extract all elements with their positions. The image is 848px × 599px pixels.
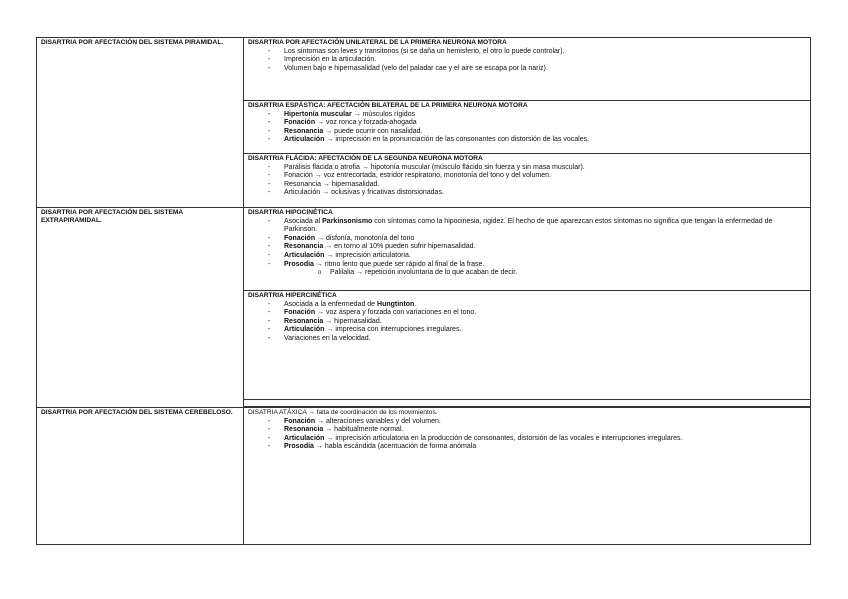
section-cell (244, 101, 810, 154)
list-item: - Variaciones en la velocidad. (248, 335, 806, 344)
list-item: - Fonación → voz ronca y forzada-ahogada (248, 119, 806, 128)
row-content (244, 408, 810, 544)
section-title: DISARTRIA FLÁCIDA: AFECTACIÓN DE LA SEGUNDA NEURONA MOTORA (248, 155, 483, 162)
section-title: DISARTRIA POR AFECTACIÓN UNILATERAL DE LA PRIMERA NEURONA MOTORA (248, 39, 507, 46)
list-item: - Resonancia → hipernasalidad. (248, 318, 806, 327)
table-row (37, 38, 810, 208)
row-content (244, 208, 810, 407)
spacer-cell (244, 400, 810, 407)
list-item: - Fonación → alteraciones variables y del volumen. (248, 418, 806, 427)
item-list (248, 164, 806, 198)
list-item: - Asociada a la enfermedad de Hungtinton. (248, 301, 806, 310)
sub-list-item: o Palilalia → repetición involuntaria de lo que acaban de decir. (248, 269, 806, 278)
list-item: - Prosodia → habla escándida (acentuación de forma anómala (248, 443, 806, 452)
list-item: - Articulación → imprecisión articulatoria en la producción de consonantes, distorsión de las vocales e interrupciones irregulares. (248, 435, 806, 444)
item-list (248, 301, 806, 344)
row-content (244, 38, 810, 207)
disartria-table (36, 37, 811, 545)
list-item: - Resonancia → puede ocurrir con nasalidad. (248, 128, 806, 137)
list-item: - Articulación → imprecisión en la pronunciación de las consonantes con distorsión de las vocales. (248, 136, 806, 145)
section-cell (244, 38, 810, 101)
list-item: - Fonación → voz áspera y forzada con variaciones en el tono. (248, 309, 806, 318)
list-item: - Parálisis flácida o atrofia → hipotonía muscular (músculo flácido sin fuerza y sin masa muscular). (248, 164, 806, 173)
item-list (248, 111, 806, 145)
list-item: - Los síntomas son leves y transitorios (si se daña un hemisferio, el otro lo puede controlar). (248, 48, 806, 57)
item-list (248, 418, 806, 452)
item-list (248, 48, 806, 74)
list-item: - Hipertonía muscular → músculos rígidos (248, 111, 806, 120)
list-item: - Fonación → voz entrecortada, estridor respiratorio, monotonía del tono y del volumen. (248, 172, 806, 181)
row-heading: DISARTRIA POR AFECTACIÓN DEL SISTEMA EXTRAPIRAMIDAL. (37, 208, 244, 407)
section-title: DISARTRIA HIPOCINÉTICA (248, 209, 333, 216)
list-item: - Resonancia → hipernasalidad. (248, 181, 806, 190)
list-item: - Asociada al Parkinsonismo con síntomas como la hipocinesia, rigidez. El hecho de que aparezcan estos síntomas no significa que tengan la enfermedad de Parkinson. (248, 218, 806, 235)
list-item: - Articulación → imprecisión articulatoria. (248, 252, 806, 261)
list-item: - Prosodia → ritmo lento que puede ser rápido al final de la frase. (248, 261, 806, 270)
table-row (37, 408, 810, 544)
list-item: - Articulación → imprecisa con interrupciones irregulares. (248, 326, 806, 335)
list-item: - Volumen bajo e hipernasalidad (velo del paladar cae y el aire se escapa por la nariz). (248, 65, 806, 74)
list-item: - Articulación → oclusivas y fricativas distorsionadas. (248, 189, 806, 198)
list-item: - Resonancia → habitualmente normal. (248, 426, 806, 435)
section-title: DISATRIA ATÁXICA → falta de coordinación de los movimientos. (248, 409, 438, 416)
section-title: DISARTRIA HIPERCINÉTICA (248, 292, 337, 299)
section-cell (244, 291, 810, 400)
list-item: - Imprecisión en la articulación. (248, 56, 806, 65)
row-heading: DISARTRIA POR AFECTACIÓN DEL SISTEMA PIRAMIDAL. (37, 38, 244, 207)
section-cell (244, 208, 810, 291)
item-list (248, 218, 806, 278)
table-row (37, 208, 810, 408)
row-heading: DISARTRIA POR AFECTACIÓN DEL SISTEMA CEREBELOSO. (37, 408, 244, 544)
section-cell (244, 154, 810, 207)
list-item: - Fonación → disfonía, monotonía del tono (248, 235, 806, 244)
section-cell (244, 408, 810, 453)
list-item: - Resonancia → en torno al 10% pueden sufrir hipernasalidad. (248, 243, 806, 252)
section-title: DISARTRIA ESPÁSTICA: AFECTACIÓN BILATERAL DE LA PRIMERA NEURONA MOTORA (248, 102, 528, 109)
